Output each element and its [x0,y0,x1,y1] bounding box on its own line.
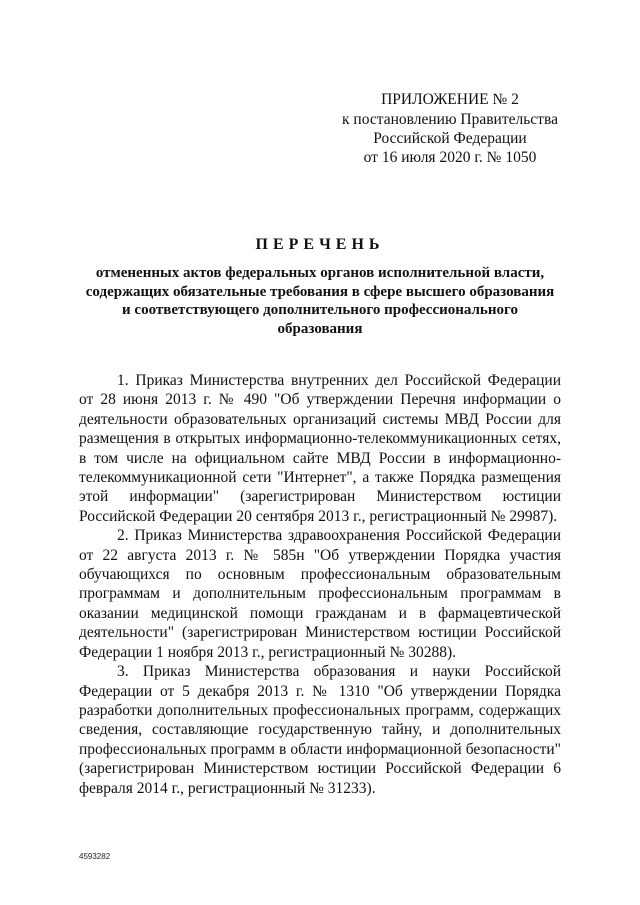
annex-date-line: от 16 июля 2020 г. № 1050 [363,149,537,166]
annex-title: ПРИЛОЖЕНИЕ № 2 [381,91,519,108]
list-item: 2. Приказ Министерства здравоохранения Российской Федерации от 22 августа 2013 г. № 585н "Об утверждении Порядка участия обучающихся по основным профессиональным образовательным программам и дополнительным профессиональным программам в оказании медицинской помощи гражданам и в фармацевтической деятельности" (зарегистрирован Министерством юстиции Российской Федерации 1 ноября 2013 г., регистрационный № 30288). [79,527,561,661]
document-code: 4593282 [79,852,111,861]
acts-list [79,371,561,798]
annex-resolution-line: к постановлению Правительства [342,111,558,128]
document-title: ПЕРЕЧЕНЬ [255,236,385,253]
annex-header [300,90,600,167]
list-item: 3. Приказ Министерства образования и науки Российской Федерации от 5 декабря 2013 г. № 1310 "Об утверждении Порядка разработки дополнительных профессиональных программ, содержащих сведения, составляющие государственную тайну, и дополнительных профессиональных программ в области информационной безопасности" (зарегистрирован Министерством юстиции Российской Федерации 6 февраля 2014 г., регистрационный № 31233). [79,663,561,797]
annex-government-line: Российской Федерации [373,130,527,147]
document-subtitle: отмененных актов федеральных органов исполнительной власти, содержащих обязательные требования в сфере высшего образования и соответствующего дополнительного профессионального образования [85,265,555,337]
list-item: 1. Приказ Министерства внутренних дел Российской Федерации от 28 июня 2013 г. № 490 "Об утверждении Перечня информации о деятельности образовательных организаций системы МВД России для размещения в открытых информационно-телекоммуникационных сетях, в том числе на официальном сайте МВД России в информационно-телекоммуникационной сети "Интернет", а также Порядка размещения этой информации" (зарегистрирован Министерством юстиции Российской Федерации 20 сентября 2013 г., регистрационный № 29987). [79,372,561,525]
